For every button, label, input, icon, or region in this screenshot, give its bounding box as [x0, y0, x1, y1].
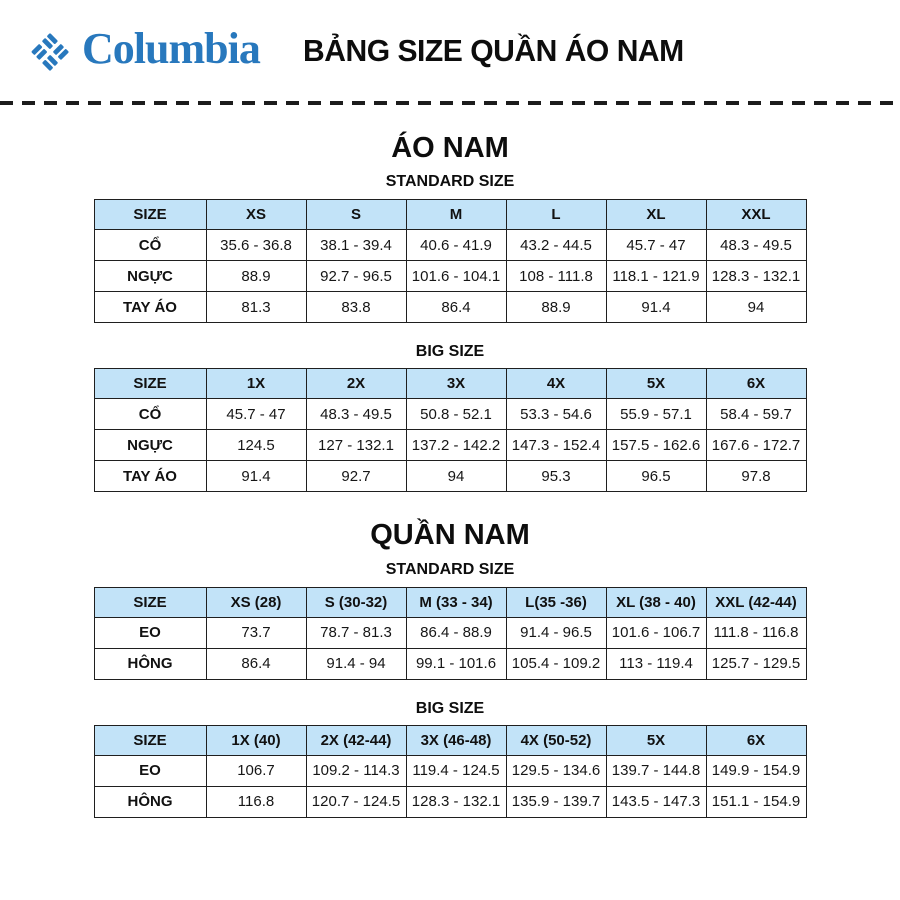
measurement-cell: 45.7 - 47 [206, 399, 306, 430]
measurement-cell: 147.3 - 152.4 [506, 430, 606, 461]
column-header: S [306, 200, 406, 230]
column-header: 6X [706, 725, 806, 755]
measurement-cell: 92.7 - 96.5 [306, 261, 406, 292]
table-row [94, 399, 806, 430]
row-label: NGỰC [94, 430, 206, 461]
column-header: XXL (42-44) [706, 587, 806, 617]
column-header: XXL [706, 200, 806, 230]
section-ao-nam [0, 132, 900, 492]
measurement-cell: 139.7 - 144.8 [606, 755, 706, 786]
measurement-cell: 94 [706, 292, 806, 323]
measurement-cell: 119.4 - 124.5 [406, 755, 506, 786]
measurement-cell: 106.7 [206, 755, 306, 786]
columbia-diamond-icon [25, 26, 75, 76]
measurement-cell: 108 - 111.8 [506, 261, 606, 292]
measurement-cell: 88.9 [506, 292, 606, 323]
measurement-cell: 101.6 - 106.7 [606, 617, 706, 648]
measurement-cell: 157.5 - 162.6 [606, 430, 706, 461]
measurement-cell: 96.5 [606, 461, 706, 492]
measurement-cell: 50.8 - 52.1 [406, 399, 506, 430]
measurement-cell: 91.4 [206, 461, 306, 492]
row-label: NGỰC [94, 261, 206, 292]
page-header [0, 0, 900, 101]
table-row [94, 648, 806, 679]
measurement-cell: 124.5 [206, 430, 306, 461]
measurement-cell: 127 - 132.1 [306, 430, 406, 461]
section-title-quan-nam: QUẦN NAM [370, 519, 530, 552]
column-header: 1X [206, 369, 306, 399]
table-row [94, 755, 806, 786]
measurement-cell: 128.3 - 132.1 [406, 786, 506, 817]
measurement-cell: 129.5 - 134.6 [506, 755, 606, 786]
measurement-cell: 105.4 - 109.2 [506, 648, 606, 679]
measurement-cell: 151.1 - 154.9 [706, 786, 806, 817]
row-label: TAY ÁO [94, 292, 206, 323]
table-subtitle: STANDARD SIZE [385, 173, 515, 191]
measurement-cell: 78.7 - 81.3 [306, 617, 406, 648]
column-header: 6X [706, 369, 806, 399]
table-subtitle: BIG SIZE [415, 699, 485, 717]
column-header: 5X [606, 725, 706, 755]
measurement-cell: 94 [406, 461, 506, 492]
columbia-wordmark: Columbia [82, 23, 260, 73]
section-title-ao-nam: ÁO NAM [391, 132, 509, 164]
measurement-cell: 113 - 119.4 [606, 648, 706, 679]
column-header: 4X (50-52) [506, 725, 606, 755]
measurement-cell: 48.3 - 49.5 [706, 230, 806, 261]
column-header: S (30-32) [306, 587, 406, 617]
measurement-cell: 40.6 - 41.9 [406, 230, 506, 261]
table-row [94, 786, 806, 817]
measurement-cell: 125.7 - 129.5 [706, 648, 806, 679]
measurement-cell: 111.8 - 116.8 [706, 617, 806, 648]
column-header: XS (28) [206, 587, 306, 617]
row-label: CỔ [94, 399, 206, 430]
column-header: 3X (46-48) [406, 725, 506, 755]
size-column-header: SIZE [94, 200, 206, 230]
size-table-ao-nam-1 [94, 368, 807, 492]
measurement-cell: 91.4 [606, 292, 706, 323]
column-header: 1X (40) [206, 725, 306, 755]
header-row [94, 200, 806, 230]
header-row [94, 369, 806, 399]
header-row [94, 587, 806, 617]
row-label: EO [94, 617, 206, 648]
measurement-cell: 149.9 - 154.9 [706, 755, 806, 786]
measurement-cell: 38.1 - 39.4 [306, 230, 406, 261]
measurement-cell: 92.7 [306, 461, 406, 492]
measurement-cell: 48.3 - 49.5 [306, 399, 406, 430]
row-label: HÔNG [94, 648, 206, 679]
measurement-cell: 137.2 - 142.2 [406, 430, 506, 461]
measurement-cell: 109.2 - 114.3 [306, 755, 406, 786]
column-header: 5X [606, 369, 706, 399]
size-table-ao-nam-0 [94, 199, 807, 323]
row-label: HÔNG [94, 786, 206, 817]
measurement-cell: 91.4 - 96.5 [506, 617, 606, 648]
table-row [94, 461, 806, 492]
measurement-cell: 86.4 - 88.9 [406, 617, 506, 648]
columbia-logo [25, 23, 260, 76]
measurement-cell: 53.3 - 54.6 [506, 399, 606, 430]
measurement-cell: 101.6 - 104.1 [406, 261, 506, 292]
column-header: L(35 -36) [506, 587, 606, 617]
measurement-cell: 99.1 - 101.6 [406, 648, 506, 679]
measurement-cell: 81.3 [206, 292, 306, 323]
column-header: L [506, 200, 606, 230]
measurement-cell: 118.1 - 121.9 [606, 261, 706, 292]
measurement-cell: 167.6 - 172.7 [706, 430, 806, 461]
section-quan-nam [0, 519, 900, 817]
column-header: XL (38 - 40) [606, 587, 706, 617]
column-header: M (33 - 34) [406, 587, 506, 617]
row-label: CỔ [94, 230, 206, 261]
table-row [94, 617, 806, 648]
measurement-cell: 128.3 - 132.1 [706, 261, 806, 292]
measurement-cell: 88.9 [206, 261, 306, 292]
table-subtitle: BIG SIZE [415, 343, 485, 361]
size-column-header: SIZE [94, 587, 206, 617]
column-header: 3X [406, 369, 506, 399]
measurement-cell: 95.3 [506, 461, 606, 492]
measurement-cell: 116.8 [206, 786, 306, 817]
column-header: 4X [506, 369, 606, 399]
column-header: XS [206, 200, 306, 230]
measurement-cell: 97.8 [706, 461, 806, 492]
chart-sections [0, 132, 900, 818]
measurement-cell: 45.7 - 47 [606, 230, 706, 261]
column-header: M [406, 200, 506, 230]
table-row [94, 261, 806, 292]
header-row [94, 725, 806, 755]
size-table-quan-nam-0 [94, 587, 807, 680]
row-label: TAY ÁO [94, 461, 206, 492]
table-row [94, 230, 806, 261]
measurement-cell: 73.7 [206, 617, 306, 648]
size-column-header: SIZE [94, 725, 206, 755]
measurement-cell: 86.4 [406, 292, 506, 323]
column-header: XL [606, 200, 706, 230]
row-label: EO [94, 755, 206, 786]
measurement-cell: 43.2 - 44.5 [506, 230, 606, 261]
measurement-cell: 120.7 - 124.5 [306, 786, 406, 817]
table-row [94, 292, 806, 323]
column-header: 2X [306, 369, 406, 399]
table-row [94, 430, 806, 461]
measurement-cell: 58.4 - 59.7 [706, 399, 806, 430]
measurement-cell: 86.4 [206, 648, 306, 679]
page-title: BẢNG SIZE QUẦN ÁO NAM [302, 32, 684, 68]
measurement-cell: 143.5 - 147.3 [606, 786, 706, 817]
measurement-cell: 135.9 - 139.7 [506, 786, 606, 817]
size-table-quan-nam-1 [94, 725, 807, 818]
measurement-cell: 91.4 - 94 [306, 648, 406, 679]
measurement-cell: 83.8 [306, 292, 406, 323]
column-header: 2X (42-44) [306, 725, 406, 755]
size-column-header: SIZE [94, 369, 206, 399]
measurement-cell: 55.9 - 57.1 [606, 399, 706, 430]
table-subtitle: STANDARD SIZE [385, 560, 515, 578]
dashed-divider [0, 101, 900, 105]
measurement-cell: 35.6 - 36.8 [206, 230, 306, 261]
